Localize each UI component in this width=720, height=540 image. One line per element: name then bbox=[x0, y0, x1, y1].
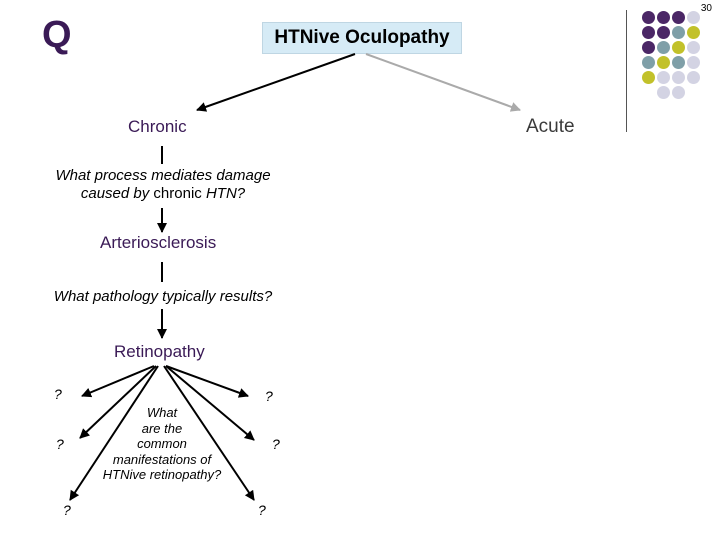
arrow-title-to-acute bbox=[366, 54, 520, 110]
unknown-top-left: ? bbox=[54, 386, 62, 402]
node-arteriosclerosis: Arteriosclerosis bbox=[100, 233, 217, 252]
arrow-title-to-chronic bbox=[197, 54, 355, 110]
emphasis-chronic: chronic bbox=[153, 185, 202, 202]
question-pathology: What pathology typically results? bbox=[53, 288, 273, 305]
question-process-line1: What process mediates damage bbox=[55, 167, 271, 184]
node-retinopathy: Retinopathy bbox=[114, 342, 205, 361]
question-manifestations: What are the common manifestations of HTNive retinopathy? bbox=[102, 405, 222, 482]
question-process-line2: caused by chronic HTN? bbox=[80, 185, 246, 202]
unknown-bottom-right: ? bbox=[258, 502, 266, 518]
q-letter: Q bbox=[42, 14, 72, 56]
question-process bbox=[46, 167, 280, 203]
title-text: HTNive Oculopathy bbox=[274, 27, 450, 48]
node-acute: Acute bbox=[526, 116, 575, 137]
unknown-mid-right: ? bbox=[272, 436, 280, 452]
page-number: 30 bbox=[700, 3, 712, 14]
unknown-bottom-left: ? bbox=[63, 502, 71, 518]
unknown-top-right: ? bbox=[265, 388, 273, 404]
arrow-to-tr bbox=[166, 366, 248, 396]
unknown-mid-left: ? bbox=[56, 436, 64, 452]
arrow-to-tl bbox=[82, 366, 154, 396]
node-chronic: Chronic bbox=[128, 117, 187, 136]
